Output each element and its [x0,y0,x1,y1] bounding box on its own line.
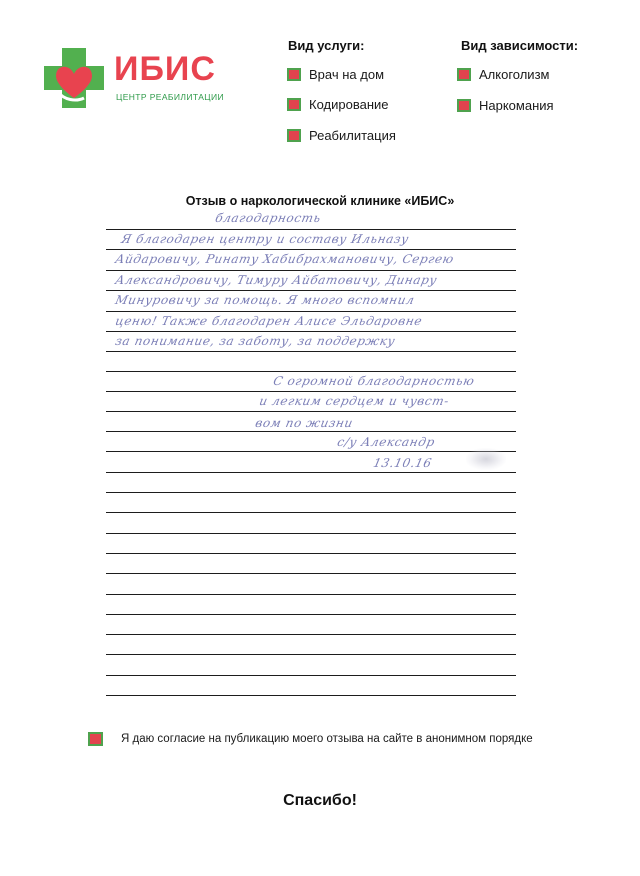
handwritten-line: благодарность [214,211,323,225]
handwritten-line: Александровичу, Тимуру Айбатовичу, Динару [114,273,439,287]
logo-wordmark: ИБИС [114,50,216,88]
service-option-rehabilitation[interactable] [287,126,396,144]
cross-heart-logo-icon [38,44,110,112]
checkbox[interactable] [287,129,301,142]
ruled-line [106,431,516,432]
ruled-line [106,270,516,271]
ruled-line [106,391,516,392]
checkbox[interactable] [287,98,301,111]
logo-tagline: ЦЕНТР РЕАБИЛИТАЦИИ [116,92,224,102]
scan-smudge [466,448,506,470]
ruled-line [106,229,516,230]
thank-you-text: Спасибо! [283,792,357,809]
ruled-line [106,675,516,676]
ruled-line [106,331,516,332]
ruled-line [106,492,516,493]
ruled-line [106,614,516,615]
option-label: Алкоголизм [479,66,550,82]
ruled-line [106,634,516,635]
ruled-line [106,594,516,595]
option-label: Врач на дом [309,66,385,82]
handwritten-date: 13.10.16 [372,456,434,470]
form-title: Отзыв о наркологической клинике «ИБИС» [185,194,455,208]
ruled-line [106,451,516,452]
option-label: Кодирование [309,96,389,112]
handwritten-line: за понимание, за заботу, за поддержку [114,334,397,348]
handwritten-line: и легким сердцем и чувст- [258,394,451,408]
ruled-line [106,533,516,534]
dependency-option-drug-addiction[interactable] [457,96,554,114]
checkbox[interactable] [457,68,471,81]
handwritten-signature: с/у Александр [336,435,437,449]
service-option-home-doctor[interactable] [287,65,384,83]
handwritten-line: Я благодарен центру и составу Ильназу [120,232,411,246]
handwritten-line: С огромной благодарностью [272,374,476,388]
ruled-line [106,371,516,372]
ruled-line [106,311,516,312]
dependency-option-alcoholism[interactable] [457,65,549,83]
option-label: Наркомания [479,97,554,113]
handwritten-line: Минуровичу за помощь. Я много вспомнил [114,293,416,307]
ruled-line [106,351,516,352]
option-label: Реабилитация [309,127,396,143]
publication-consent[interactable] [88,732,533,746]
ruled-line [106,411,516,412]
consent-checkbox[interactable] [88,732,103,746]
service-option-coding[interactable] [287,95,389,113]
ruled-line [106,573,516,574]
dependency-type-title: Вид зависимости: [461,38,579,53]
handwritten-line: вом по жизни [254,416,355,430]
ruled-line [106,654,516,655]
handwritten-line: Айдаровичу, Ринату Хабибрахмановичу, Сергею [114,252,456,266]
ruled-line [106,290,516,291]
checkbox[interactable] [457,99,471,112]
ruled-line [106,553,516,554]
ruled-line [106,695,516,696]
service-type-title: Вид услуги: [288,38,365,53]
ruled-line [106,472,516,473]
ibis-logo [38,42,238,114]
handwritten-line: ценю! Также благодарен Алисе Эльдаровне [114,314,424,328]
ruled-line [106,249,516,250]
checkbox[interactable] [287,68,301,81]
consent-label: Я даю согласие на публикацию моего отзыва на сайте в анонимном порядке [121,733,533,745]
ruled-line [106,512,516,513]
